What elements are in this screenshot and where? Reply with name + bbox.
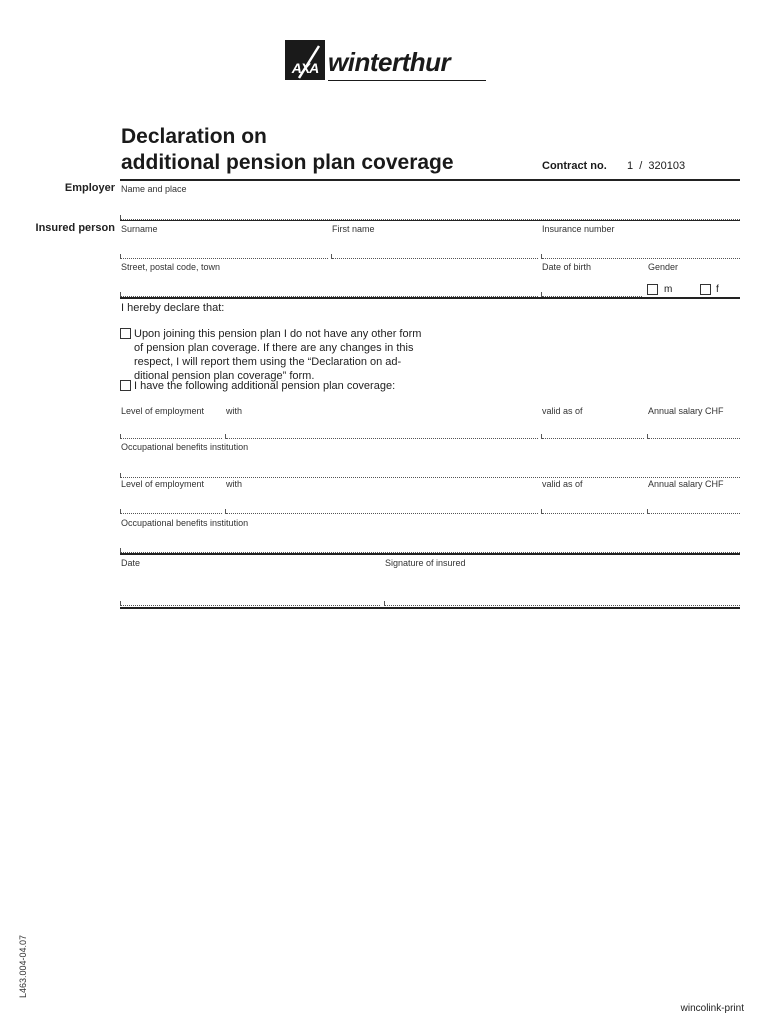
employer-rule xyxy=(120,220,740,221)
field-tick xyxy=(541,254,542,259)
valid-as-of-label-1: valid as of xyxy=(542,406,583,416)
annual-salary-field-2[interactable] xyxy=(648,513,740,514)
valid-as-of-field-2[interactable] xyxy=(542,513,644,514)
winterthur-wordmark: winterthur xyxy=(328,47,451,77)
signature-field[interactable] xyxy=(385,605,740,606)
employer-section-label: Employer xyxy=(64,182,115,194)
option1-line4: ditional pension plan coverage” form. xyxy=(134,370,315,382)
field-tick xyxy=(120,434,121,439)
field-tick xyxy=(384,601,385,606)
additional-coverage-text: I have the following additional pension plan coverage: xyxy=(134,380,396,392)
date-field[interactable] xyxy=(120,605,380,606)
insurance-number-label: Insurance number xyxy=(542,224,615,234)
logo-underline xyxy=(328,80,486,81)
with-label-2: with xyxy=(226,479,243,489)
date-of-birth-label: Date of birth xyxy=(542,262,592,272)
gender-m-label: m xyxy=(664,284,673,295)
surname-label: Surname xyxy=(121,224,158,234)
level-of-employment-label-2: Level of employment xyxy=(121,479,205,489)
with-label-1: with xyxy=(226,406,243,416)
field-tick xyxy=(647,434,648,439)
signature-rule xyxy=(120,607,740,609)
contract-no-value: 1 / 320103 xyxy=(627,160,686,172)
field-tick xyxy=(647,509,648,514)
institution-field-1[interactable] xyxy=(120,477,740,478)
surname-field[interactable] xyxy=(120,258,328,259)
first-name-field[interactable] xyxy=(332,258,538,259)
option1-line2: of pension plan coverage. If there are any changes in this xyxy=(134,342,414,354)
field-tick xyxy=(225,434,226,439)
coverage-rule xyxy=(120,553,740,555)
employer-name-place-label: Name and place xyxy=(121,184,187,194)
printer-credit: wincolink-print xyxy=(680,1003,744,1014)
annual-salary-label-2: Annual salary CHF xyxy=(648,479,724,489)
with-field-1[interactable] xyxy=(226,438,538,439)
field-tick xyxy=(120,601,121,606)
field-tick xyxy=(120,473,121,478)
contract-no-label: Contract no. xyxy=(542,160,607,172)
no-other-coverage-checkbox[interactable] xyxy=(120,328,131,339)
gender-f-label: f xyxy=(716,284,719,295)
header-rule xyxy=(120,179,740,181)
annual-salary-field-1[interactable] xyxy=(648,438,740,439)
level-of-employment-field-2[interactable] xyxy=(120,513,222,514)
field-tick xyxy=(120,254,121,259)
field-tick xyxy=(225,509,226,514)
annual-salary-label-1: Annual salary CHF xyxy=(648,406,724,416)
insured-section-label: Insured person xyxy=(35,222,115,234)
page-title xyxy=(121,124,454,176)
insurance-number-field[interactable] xyxy=(542,258,740,259)
title-line-2: additional pension plan coverage xyxy=(121,151,454,174)
field-tick xyxy=(120,509,121,514)
date-label: Date xyxy=(121,558,141,568)
institution-label-1: Occupational benefits institution xyxy=(121,442,249,452)
field-tick xyxy=(331,254,332,259)
axa-logo-text: AXA xyxy=(291,60,319,76)
with-field-2[interactable] xyxy=(226,513,538,514)
gender-m-checkbox[interactable] xyxy=(647,284,658,295)
signature-label: Signature of insured xyxy=(385,558,466,568)
declaration-intro: I hereby declare that: xyxy=(121,302,225,314)
axa-logo-mark xyxy=(285,40,325,80)
street-label: Street, postal code, town xyxy=(121,262,221,272)
insured-rule xyxy=(120,297,740,299)
level-of-employment-field-1[interactable] xyxy=(120,438,222,439)
valid-as-of-field-1[interactable] xyxy=(542,438,644,439)
gender-f-checkbox[interactable] xyxy=(700,284,711,295)
form-code: L463.004-04.07 xyxy=(18,934,28,998)
field-tick xyxy=(541,509,542,514)
field-tick xyxy=(541,434,542,439)
title-line-1: Declaration on xyxy=(121,125,267,148)
level-of-employment-label-1: Level of employment xyxy=(121,406,205,416)
no-other-coverage-text xyxy=(134,327,464,383)
additional-coverage-checkbox[interactable] xyxy=(120,380,131,391)
first-name-label: First name xyxy=(332,224,375,234)
option1-line3: respect, I will report them using the “Declaration on ad- xyxy=(134,356,402,368)
valid-as-of-label-2: valid as of xyxy=(542,479,583,489)
gender-label: Gender xyxy=(648,262,679,272)
option1-line1: Upon joining this pension plan I do not have any other form xyxy=(134,328,422,340)
institution-label-2: Occupational benefits institution xyxy=(121,518,249,528)
